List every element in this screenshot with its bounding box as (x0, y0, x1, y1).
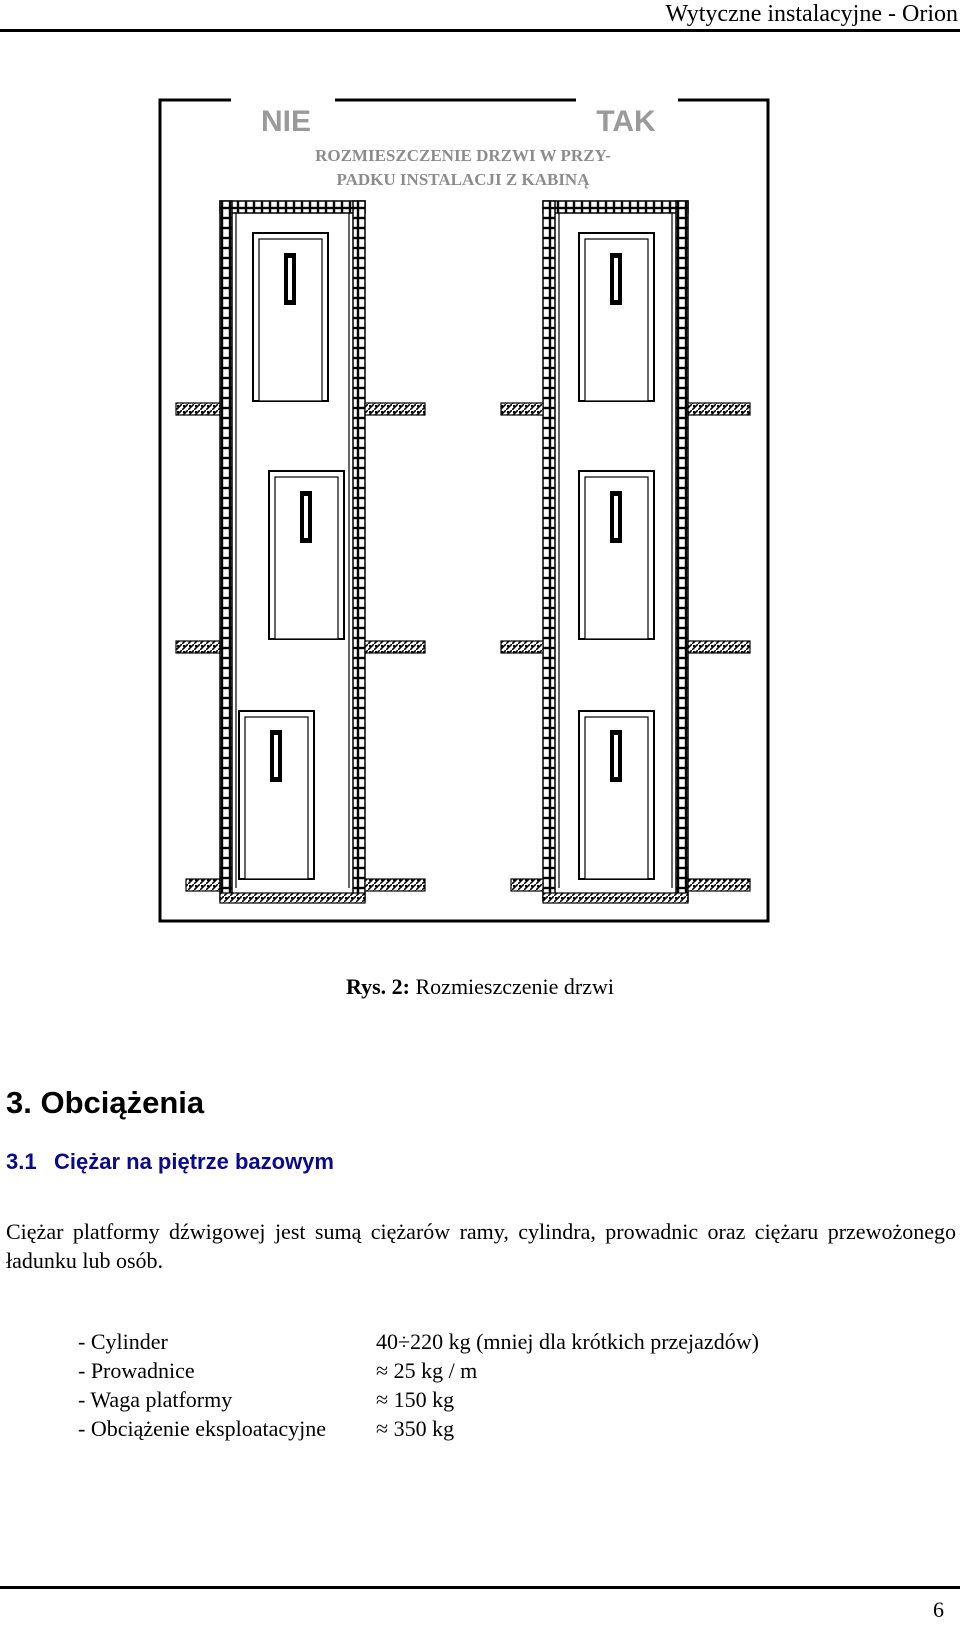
running-header (0, 0, 960, 30)
shaft-right (501, 201, 750, 903)
subsection-number: 3.1 (6, 1149, 37, 1174)
spec-row-operating-load (78, 1414, 938, 1443)
caption-text: Rozmieszczenie drzwi (410, 974, 615, 999)
page-number: 6 (933, 1597, 944, 1622)
figure-caption (0, 973, 960, 1001)
doors-right (579, 233, 654, 879)
spec-value: ≈ 25 kg / m (376, 1358, 478, 1383)
spec-name: - Prowadnice (78, 1358, 195, 1383)
spec-name: - Cylinder (78, 1329, 168, 1354)
subsection-heading (6, 1148, 334, 1176)
header-rule (0, 29, 960, 32)
header-title: Wytyczne instalacyjne - Orion (665, 1, 958, 27)
spec-row-platform-weight (78, 1385, 938, 1414)
spec-value: ≈ 150 kg (376, 1387, 455, 1412)
caption-label: Rys. 2: (345, 974, 410, 999)
section-title: 3. Obciążenia (6, 1085, 205, 1120)
spec-name: - Waga platformy (78, 1387, 233, 1412)
shaft-left (176, 201, 425, 903)
doors-left (239, 233, 344, 879)
label-yes: TAK (596, 105, 656, 138)
door-placement-figure (158, 98, 798, 953)
spec-name: - Obciążenie eksploatacyjne (78, 1416, 326, 1441)
door-placement-diagram (158, 98, 798, 953)
subsection-title: Ciężar na piętrze bazowym (54, 1149, 334, 1174)
figure-subtitle-line2: PADKU INSTALACJI Z KABINĄ (336, 170, 590, 189)
label-no: NIE (260, 105, 312, 138)
body-paragraph: Ciężar platformy dźwigowej jest sumą ciężarów ramy, cylindra, prowadnic oraz ciężaru przewożonego ładunku lub osób. (6, 1219, 956, 1273)
footer-rule (0, 1586, 960, 1589)
weight-spec-list (78, 1327, 938, 1443)
figure-subtitle-line1: ROZMIESZCZENIE DRZWI W PRZY- (315, 146, 611, 165)
spec-value: 40÷220 kg (mniej dla krótkich przejazdów) (376, 1329, 759, 1354)
spec-row-guides (78, 1356, 938, 1385)
spec-row-cylinder (78, 1327, 938, 1356)
spec-value: ≈ 350 kg (376, 1416, 455, 1441)
